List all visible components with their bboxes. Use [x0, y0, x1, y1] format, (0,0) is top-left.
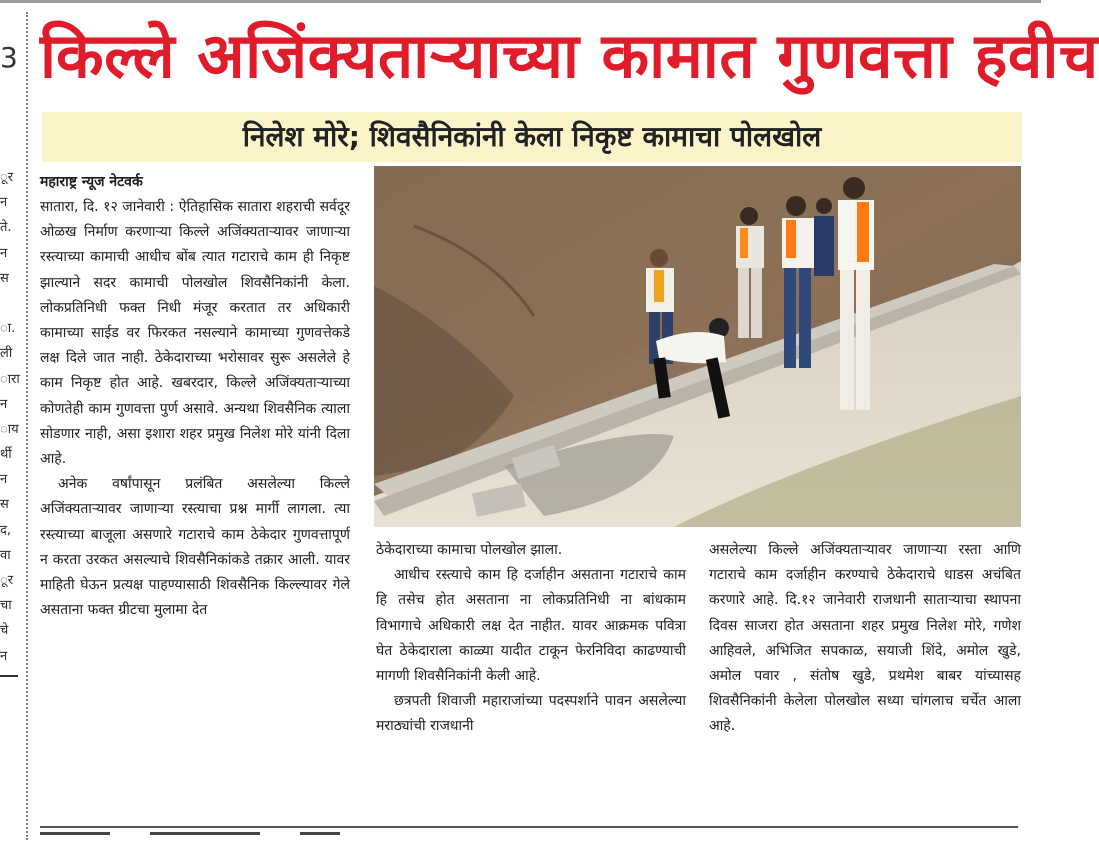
fragment-line: न — [0, 648, 8, 664]
fragment-line: न — [0, 472, 8, 488]
fragment-line: न — [0, 195, 8, 211]
fragment-rule — [0, 675, 18, 677]
fragment-line: ाय — [0, 421, 19, 437]
paragraph: छत्रपती शिवाजी महाराजांच्या पदस्पर्शाने पावन असलेल्या मराठ्यांची राजधानी — [376, 693, 686, 735]
article-column-3 — [709, 538, 1021, 740]
fragment-line — [0, 291, 22, 316]
fragment-line: ारा — [0, 371, 20, 387]
fragment-line: ा. — [0, 321, 16, 337]
news-photo — [374, 166, 1021, 527]
fragment-line: ते. — [0, 220, 12, 236]
bottom-rule — [40, 826, 1018, 828]
news-source: महाराष्ट्र न्यूज नेटवर्क — [40, 174, 143, 190]
fragment-line: चा — [0, 598, 12, 614]
subheadline: निलेश मोरे; शिवसैनिकांनी केला निकृष्ट कामाचा पोलखोल — [42, 112, 1022, 162]
fragment-line: न — [0, 245, 8, 261]
adjacent-article-fragment: 3 ूर न ते. न स ा. ली ारा न ाय र्थी न स द, वा ूर चा चे न — [0, 165, 22, 677]
fragment-line: स — [0, 270, 9, 286]
fragment-line: ूर — [0, 573, 14, 588]
fragment-line: चे — [0, 623, 9, 639]
article-column-2 — [376, 538, 686, 740]
fragment-line: ूर — [0, 170, 14, 185]
paragraph: सातारा, दि. १२ जानेवारी : ऐतिहासिक सातारा शहराची सर्वदूर ओळख निर्माण करणाऱ्या किल्ले अजिंक्यताऱ्यावर जाणाऱ्या रस्त्याच्या कामाची आधीच बोंब त्यात गटाराचे काम ही निकृष्ट झाल्याने सदर कामाची पोलखोल शिवसैनिकांनी केला. लोकप्रतिनिधी फक्त निधी मंजूर करतात तर अधिकारी कामाच्या साईड वर फिरकत नसल्याने कामाच्या गुणवत्तेकडे लक्ष दिले जात नाही. ठेकेदाराच्या भरोसावर सुरू असलेले हे काम निकृष्ट होत आहे. खबरदार, किल्ले अजिंक्यताऱ्याच्या कोणतेही काम गुणवत्ता पुर्ण असावे. अन्यथा शिवसैनिक त्याला सोडणार नाही, असा इशारा शहर प्रमुख निलेश मोरे यांनी दिला आहे. — [40, 199, 350, 468]
fragment-line: ली — [0, 346, 13, 362]
paragraph: ठेकेदाराच्या कामाचा पोलखोल झाला. — [376, 542, 563, 558]
headline: किल्ले अजिंक्यताऱ्याच्या कामात गुणवत्ता हवीच — [40, 19, 1099, 92]
fragment-line: द, — [0, 522, 12, 538]
paragraph: असलेल्या किल्ले अजिंक्यताऱ्यावर जाणाऱ्या रस्ता आणि गटाराचे काम दर्जाहीन करण्याचे ठेकेदाराचे धाडस अचंबित करणारे आहे. दि.१२ जानेवारी राजधानी साताऱ्याचा स्थापना दिवस साजरा होत असताना शहर प्रमुख निलेश मोरे, गणेश आहिवले, अभिजित सपकाळ, सयाजी शिंदे, अमोल खुडे, अमोल पवार , संतोष खुडे, प्रथमेश बाबर यांच्यासह शिवसैनिकांनी केलेला पोलखोल सध्या चांगलाच चर्चेत आला आहे. — [709, 542, 1021, 735]
fragment-line: स — [0, 497, 9, 513]
fragment-line: न — [0, 396, 8, 412]
fragment-line: र्थी — [0, 447, 12, 463]
column-divider-dotted — [26, 12, 28, 840]
paragraph: अनेक वर्षांपासून प्रलंबित असलेल्या किल्ले अजिंक्यताऱ्यावर जाणाऱ्या रस्त्याचा प्रश्न मार्गी लागला. त्या रस्त्याच्या बाजूला असणारे गटाराचे काम ठेकेदार गुणवत्तापूर्ण न करता उरकत असल्याचे शिवसैनिकांकडे तक्रार आली. यावर माहिती घेऊन प्रत्यक्ष पाहण्यासाठी शिवसैनिक किल्ल्यावर गेले असताना फक्त ग्रीटचा मुलामा देत — [40, 476, 350, 619]
paragraph: आधीच रस्त्याचे काम हि दर्जाहीन असताना गटाराचे काम हि तसेच होत असताना ना लोकप्रतिनिधी ना बांधकाम विभागाचे अधिकारी लक्ष देत नाहीत. यावर आक्रमक पवित्रा घेत ठेकेदाराला काळ्या यादीत टाकून फेरनिविदा काढण्याची मागणी शिवसैनिकांनी केली आहे. — [376, 567, 686, 685]
article-column-1 — [40, 170, 350, 623]
next-article-fragment — [40, 832, 1020, 846]
fragment-line: वा — [0, 547, 11, 563]
